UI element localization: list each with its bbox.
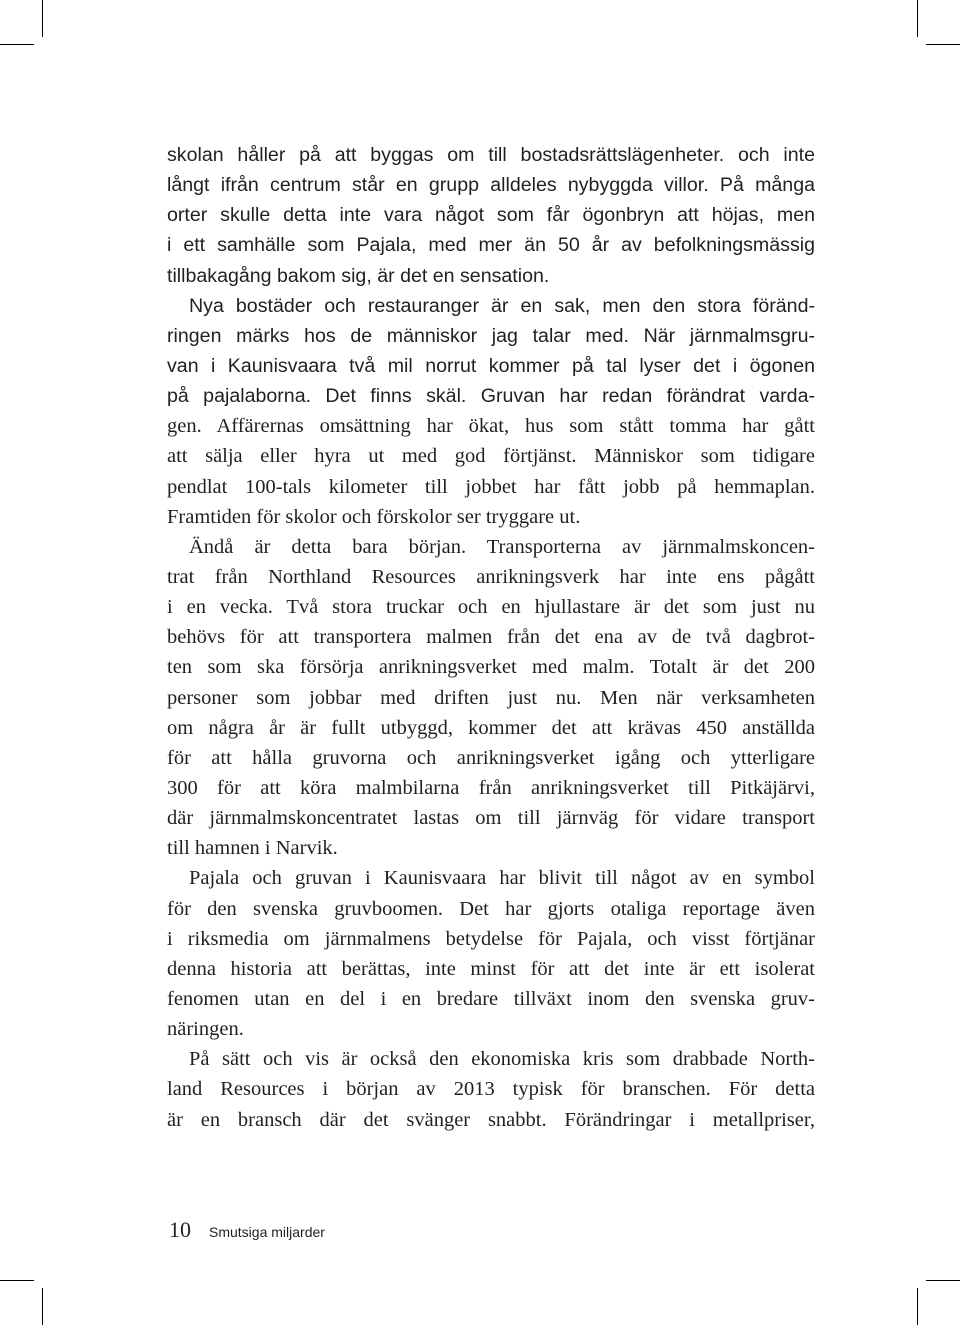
text-line: näringen. [167, 1018, 244, 1041]
text-line: att sälja eller hyra ut med god förtjänst. Människor som tidigare [167, 445, 815, 468]
crop-mark-top-right [917, 0, 918, 37]
text-line: personer som jobbar med driften just nu. Men när verksamheten [167, 686, 815, 709]
crop-mark-top-right [926, 44, 960, 45]
running-title: Smutsiga miljarder [209, 1224, 325, 1240]
text-line: 300 för att köra malmbilarna från anrikningsverket till Pitkäjärvi, [167, 776, 815, 799]
text-line: behövs för att transportera malmen från det ena av de två dagbrot- [167, 626, 815, 649]
text-line: van i Kaunisvaara två mil norrut kommer på tal lyser det i ögonen [167, 354, 815, 377]
text-line: orter skulle detta inte vara något som får ögonbryn att höjas, men [167, 204, 815, 227]
text-line: trat från Northland Resources anrikningsverk har inte ens pågått [167, 565, 815, 588]
text-line: för att hålla gruvorna och anrikningsverket igång och ytterligare [167, 746, 815, 769]
crop-mark-bottom-right [917, 1288, 918, 1325]
text-line: ten som ska försörja anrikningsverket med malm. Totalt är det 200 [167, 656, 815, 679]
text-line: tillbakagång bakom sig, är det en sensation. [167, 264, 550, 287]
text-line: gen. Affärernas omsättning har ökat, hus som stått tomma har gått [167, 415, 815, 438]
text-line: om några år är fullt utbyggd, kommer det att krävas 450 anställda [167, 716, 815, 739]
text-line: Framtiden för skolor och förskolor ser tryggare ut. [167, 505, 581, 528]
text-line: till hamnen i Narvik. [167, 837, 338, 860]
text-line: på pajalaborna. Det finns skäl. Gruvan har redan förändrat varda- [167, 385, 815, 408]
text-line: På sätt och vis är också den ekonomiska kris som drabbade North- [189, 1048, 815, 1071]
text-line: är en bransch där det svänger snabbt. Förändringar i metallpriser, [167, 1108, 815, 1131]
text-line: Nya bostäder och restauranger är en sak, men den stora föränd- [189, 294, 815, 317]
text-line: skolan håller på att byggas om till bostadsrättslägenheter. och inte [167, 144, 815, 166]
text-line: i en vecka. Två stora truckar och en hjullastare är det som just nu [167, 596, 815, 619]
text-line: där järnmalmskoncentratet lastas om till järnväg för vidare transport [167, 807, 815, 830]
text-line: ringen märks hos de människor jag talar med. När järnmalmsgru- [167, 324, 815, 347]
crop-mark-top-left [42, 0, 43, 37]
crop-mark-top-left [0, 44, 34, 45]
text-line: Ändå är detta bara början. Transporterna av järnmalmskoncen- [189, 535, 815, 558]
crop-mark-bottom-left [42, 1288, 43, 1325]
body-text [167, 140, 815, 1135]
text-line: i ett samhälle som Pajala, med mer än 50 år av befolkningsmässig [167, 234, 815, 257]
text-line: för den svenska gruvboomen. Det har gjorts otaliga reportage även [167, 897, 815, 920]
text-line: Pajala och gruvan i Kaunisvaara har blivit till något av en symbol [189, 867, 815, 890]
text-line: land Resources i början av 2013 typisk för branschen. För detta [167, 1078, 815, 1101]
page-footer [169, 1217, 325, 1243]
text-line: i riksmedia om järnmalmens betydelse för Pajala, och visst förtjänar [167, 927, 815, 950]
crop-mark-bottom-right [926, 1280, 960, 1281]
text-line: pendlat 100-tals kilometer till jobbet har fått jobb på hemmaplan. [167, 475, 815, 498]
page-number: 10 [169, 1217, 191, 1242]
text-line: denna historia att berättas, inte minst för att det inte är ett isolerat [167, 957, 815, 980]
text-line: fenomen utan en del i en bredare tillväxt inom den svenska gruv- [167, 987, 815, 1010]
crop-mark-bottom-left [0, 1280, 34, 1281]
text-line: långt ifrån centrum står en grupp alldeles nybyggda villor. På många [167, 174, 815, 197]
